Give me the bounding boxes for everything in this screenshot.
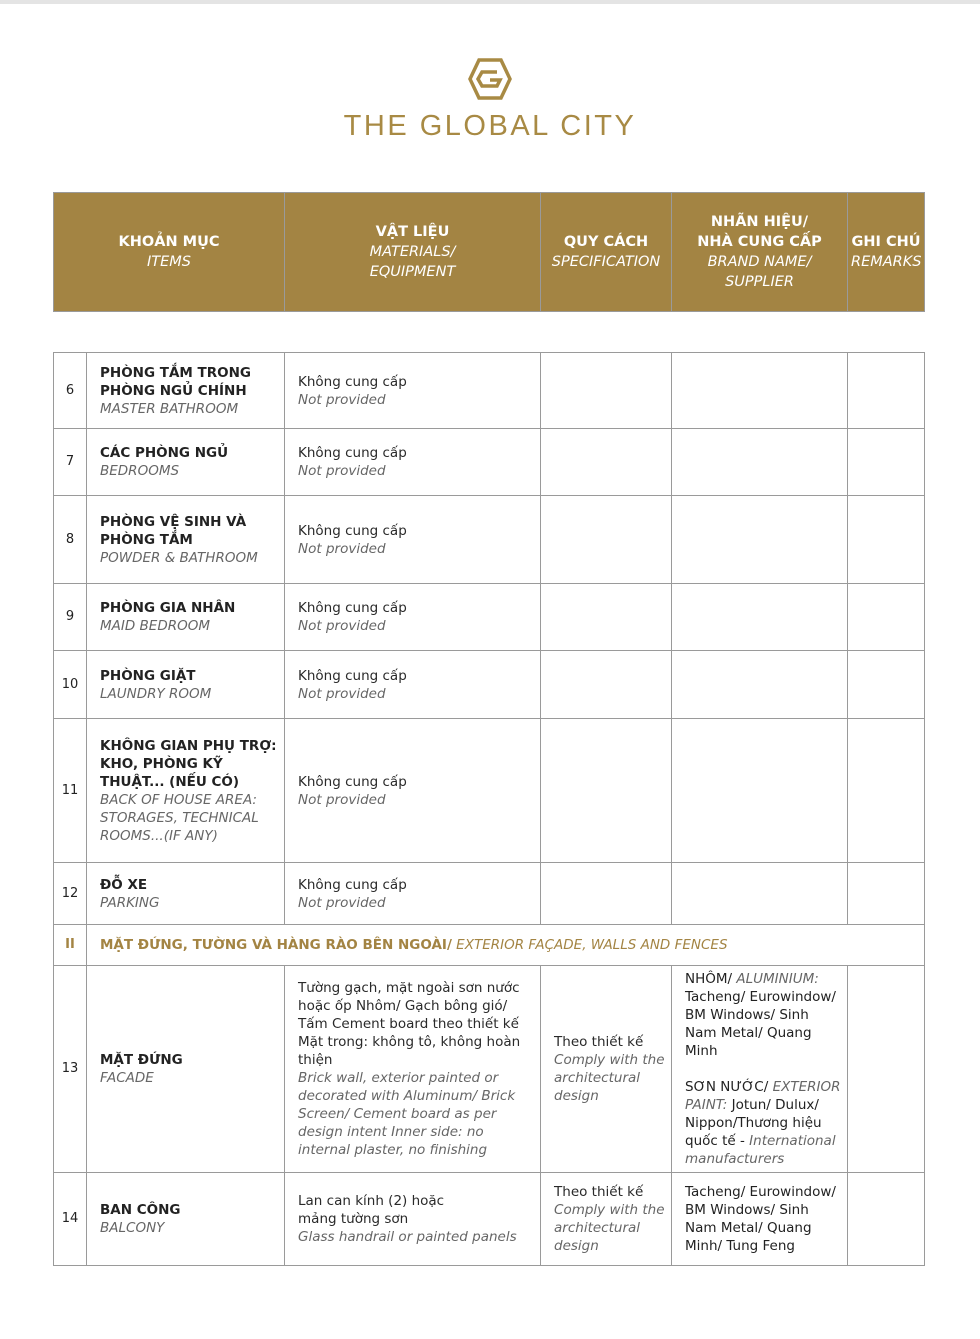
table-row: 8 PHÒNG VỆ SINH VÀ PHÒNG TẮM POWDER & BATHROOM Không cung cấp Not provided: [54, 496, 925, 584]
header-remarks: GHI CHÚ REMARKS: [848, 193, 925, 312]
table-row: 14 BAN CÔNG BALCONY Lan can kính (2) hoặc mảng tường sơn Glass handrail or painted panels Theo thiết kế Comply with the architectural design Tacheng/ Eurowindow/ BM Windows/ Sinh Nam Metal/ Quang Minh/ Tung Feng: [54, 1173, 925, 1266]
brand-logo: [0, 58, 980, 143]
table-row: 10 PHÒNG GIẶT LAUNDRY ROOM Không cung cấp Not provided: [54, 651, 925, 719]
header-materials: VẬT LIỆU MATERIALS/ EQUIPMENT: [285, 193, 541, 312]
table-row: 11 KHÔNG GIAN PHỤ TRỢ: KHO, PHÒNG KỸ THUẬT... (NẾU CÓ) BACK OF HOUSE AREA: STORAGES, TECHNICAL ROOMS...(IF ANY) Không cung cấp Not provided: [54, 719, 925, 863]
table-row: 7 CÁC PHÒNG NGỦ BEDROOMS Không cung cấp Not provided: [54, 429, 925, 496]
hexagon-g-logo-icon: [468, 58, 512, 100]
header-items: KHOẢN MỤC ITEMS: [54, 193, 285, 312]
header-brand: NHÃN HIỆU/ NHÀ CUNG CẤP BRAND NAME/ SUPPLIER: [672, 193, 848, 312]
table-row: 12 ĐỖ XE PARKING Không cung cấp Not provided: [54, 863, 925, 925]
table-row: 9 PHÒNG GIA NHÂN MAID BEDROOM Không cung cấp Not provided: [54, 584, 925, 651]
brand-name: THE GLOBAL CITY: [343, 110, 637, 142]
table-row: 13 MẶT ĐỨNG FACADE Tường gạch, mặt ngoài sơn nước hoặc ốp Nhôm/ Gạch bông gió/ Tấm Cement board theo thiết kế Mặt trong: không tô, không hoàn thiện Brick wall, exterior painted or decorated with Aluminum/ Brick Screen/ Cement board as per design intent Inner side: no internal plaster, no finishing Theo thiết kế Comply with the architectural design NHÔM/ ALUMINIUM: Tacheng/ Eurowindow/ BM Windows/ Sinh Nam Metal/ Quang Minh SƠN NƯỚC/ EXTERIOR PAINT: Jotun/ Dulux/ Nippon/Thương hiệu quốc tế - International manufacturers: [54, 966, 925, 1173]
header-specification: QUY CÁCH SPECIFICATION: [541, 193, 672, 312]
table-row: 6 PHÒNG TẮM TRONG PHÒNG NGỦ CHÍNH MASTER BATHROOM Không cung cấp Not provided: [54, 353, 925, 429]
header-row: [54, 193, 925, 312]
specification-table: [53, 192, 925, 1266]
section-title: MẶT ĐỨNG, TƯỜNG VÀ HÀNG RÀO BÊN NGOÀI/ EXTERIOR FAÇADE, WALLS AND FENCES: [87, 925, 925, 966]
top-edge-line: [0, 0, 980, 4]
spacer-row: [54, 312, 925, 353]
section-row: II MẶT ĐỨNG, TƯỜNG VÀ HÀNG RÀO BÊN NGOÀI/ EXTERIOR FAÇADE, WALLS AND FENCES: [54, 925, 925, 966]
